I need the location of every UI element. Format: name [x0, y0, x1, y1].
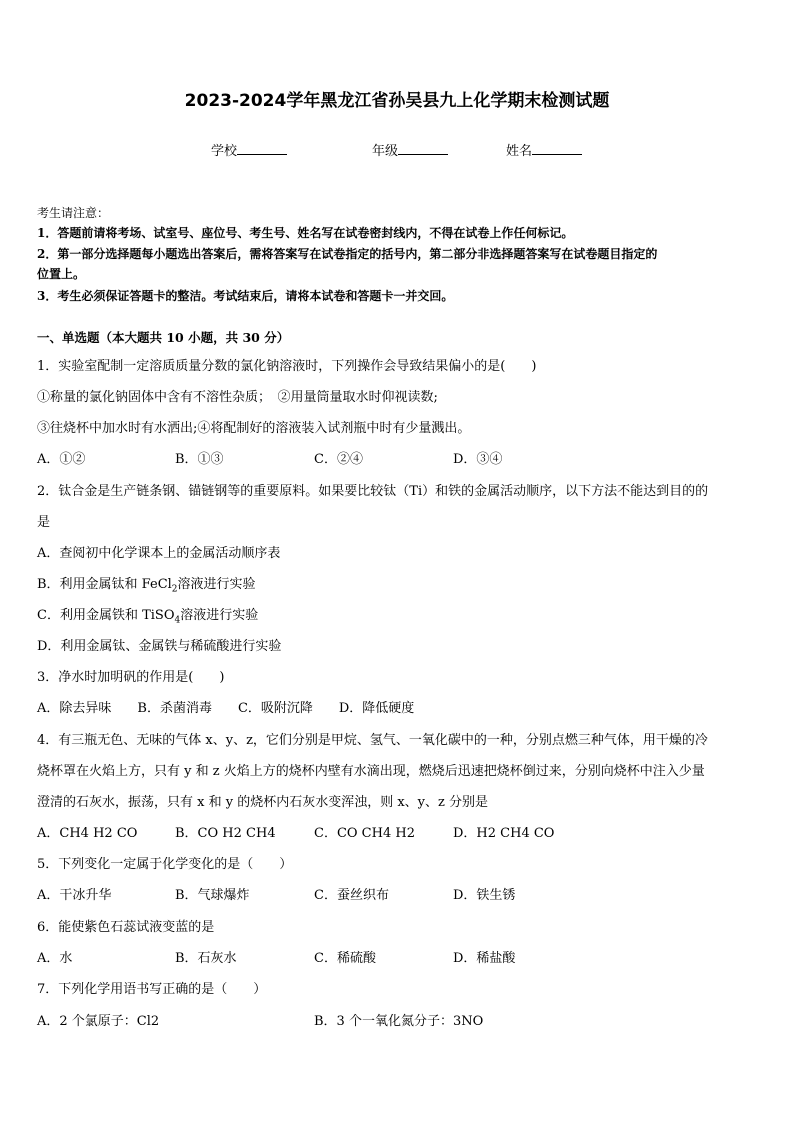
q6-option-d: D．稀盐酸	[453, 951, 516, 966]
q1-option-b: B．①③	[175, 452, 224, 467]
q5-option-b: B．气球爆炸	[175, 888, 250, 903]
q1-statement: ③往烧杯中加水时有水洒出;④将配制好的溶液装入试剂瓶中时有少量溅出。	[37, 421, 471, 436]
q6-option-a: A．水	[37, 951, 73, 966]
notice-item: 位置上。	[37, 267, 86, 281]
q2-option-b: B．利用金属钛和 FeCl$_2$溶液进行实验	[37, 577, 256, 595]
q1-option-d: D．③④	[453, 452, 503, 467]
q7-stem: 7．下列化学用语书写正确的是（ ）	[37, 982, 267, 997]
q1-option-a: A．①②	[37, 452, 86, 467]
q2-option-d: D．利用金属钛、金属铁与稀硫酸进行实验	[37, 639, 282, 654]
q2-option-c: C．利用金属铁和 TiSO$_4$溶液进行实验	[37, 608, 259, 626]
q1-statement: ①称量的氯化钠固体中含有不溶性杂质； ②用量筒量取水时仰视读数;	[37, 390, 438, 405]
q3-options: A．除去异味 B．杀菌消毒 C．吸附沉降 D．降低硬度	[37, 701, 415, 716]
q5-option-d: D．铁生锈	[453, 888, 516, 903]
q4-option-a: A．CH4 H2 CO	[37, 826, 138, 841]
q1-option-c: C．②④	[314, 452, 363, 467]
q4-option-b: B．CO H2 CH4	[175, 826, 276, 841]
q6-option-b: B．石灰水	[175, 951, 237, 966]
q3-stem: 3．净水时加明矾的作用是( )	[37, 670, 225, 685]
name-blank	[532, 142, 582, 155]
q2-option-a: A．查阅初中化学课本上的金属活动顺序表	[37, 546, 281, 561]
q5-stem: 5．下列变化一定属于化学变化的是（ ）	[37, 857, 293, 872]
q6-stem: 6．能使紫色石蕊试液变蓝的是	[37, 920, 215, 935]
q4-option-d: D．H2 CH4 CO	[453, 826, 555, 841]
q7-option-a: A．2 个氯原子：Cl2	[37, 1014, 160, 1029]
q6-option-c: C．稀硫酸	[314, 951, 376, 966]
grade-blank	[398, 142, 448, 155]
grade-field: 年级	[372, 140, 448, 159]
school-field: 学校	[211, 140, 287, 159]
page-title: 2023-2024学年黑龙江省孙吴县九上化学期末检测试题	[184, 91, 610, 111]
name-field: 姓名	[506, 140, 582, 159]
notice-item: 1．答题前请将考场、试室号、座位号、考生号、姓名写在试卷密封线内，不得在试卷上作任何标记。	[37, 226, 574, 240]
section-heading: 一、单选题（本大题共 10 小题，共 30 分）	[37, 330, 290, 345]
q5-option-c: C．蚕丝织布	[314, 888, 389, 903]
notice-heading: 考生请注意：	[37, 206, 110, 220]
q4-stem: 4．有三瓶无色、无味的气体 x、y、z，它们分别是甲烷、氢气、一氧化碳中的一种，分别点燃三种气体，用干燥的冷	[37, 733, 708, 748]
q2-stem: 2．钛合金是生产链条钢、锚链钢等的重要原料。如果要比较钛（Ti）和铁的金属活动顺序，以下方法不能达到目的的	[37, 484, 709, 499]
notice-item: 3．考生必须保证答题卡的整洁。考试结束后，请将本试卷和答题卡一并交回。	[37, 289, 454, 303]
school-blank	[237, 142, 287, 155]
notice-item: 2．第一部分选择题每小题选出答案后，需将答案写在试卷指定的括号内，第二部分非选择题答案写在试卷题目指定的	[37, 247, 658, 261]
q4-stem: 烧杯罩在火焰上方，只有 y 和 z 火焰上方的烧杯内壁有水滴出现，燃烧后迅速把烧杯倒过来，分别向烧杯中注入少量	[37, 764, 705, 779]
q1-stem: 1．实验室配制一定溶质质量分数的氯化钠溶液时，下列操作会导致结果偏小的是( )	[37, 359, 537, 374]
q7-option-b: B．3 个一氧化氮分子：3NO	[314, 1014, 484, 1029]
q5-option-a: A．干冰升华	[37, 888, 112, 903]
q4-stem: 澄清的石灰水，振荡，只有 x 和 y 的烧杯内石灰水变浑浊，则 x、y、z 分别是	[37, 795, 488, 810]
q2-stem-cont: 是	[37, 515, 51, 530]
q4-option-c: C．CO CH4 H2	[314, 826, 415, 841]
